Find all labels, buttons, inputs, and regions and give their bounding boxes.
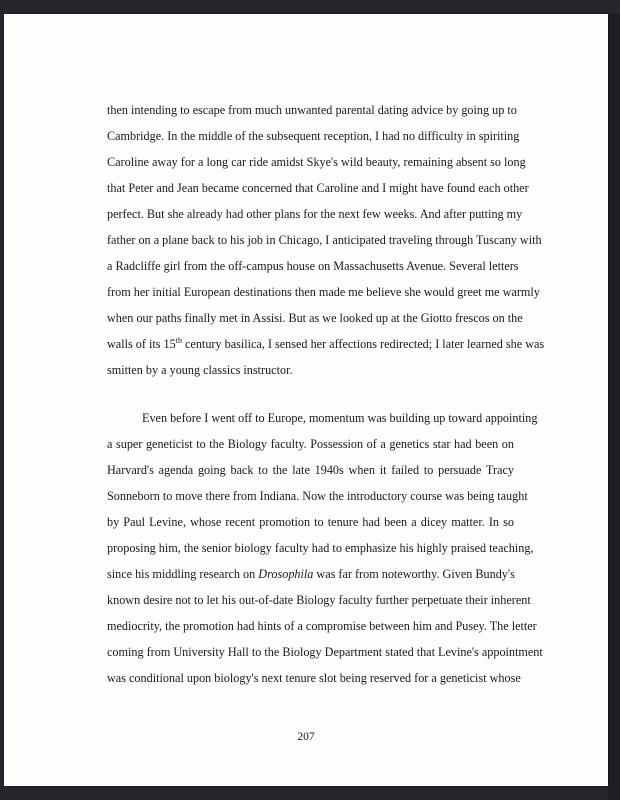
text-line: Sonneborn to move there from Indiana. Now the introductory course was being taught [107,489,528,503]
text-line: Cambridge. In the middle of the subsequent reception, I had no difficulty in spiriting [107,129,520,143]
text-segment: century basilica, I sensed her affections redirected; I later learned she was [181,337,545,351]
text-line-with-superscript [107,335,545,352]
text-line: perfect. But she already had other plans for the next few weeks. And after putting my [107,207,523,221]
italic-term: Drosophila [258,567,314,581]
text-line: from her initial European destinations then made me believe she would greet me warmly [107,285,540,299]
text-segment: walls of its 15 [107,337,176,351]
text-line: smitten by a young classics instructor. [107,363,293,377]
text-line: was conditional upon biology's next tenure slot being reserved for a geneticist whose [107,671,521,685]
text-line: proposing him, the senior biology faculty had to emphasize his highly praised teaching, [107,541,534,555]
text-segment: was far from noteworthy. Given Bundy's [313,567,515,581]
page-number: 207 [297,731,315,743]
superscript: th [175,335,182,345]
text-line: mediocrity, the promotion had hints of a compromise between him and Pusey. The letter [107,619,537,633]
text-line: a Radcliffe girl from the off-campus house on Massachusetts Avenue. Several letters [107,259,519,273]
text-line: father on a plane back to his job in Chicago, I anticipated traveling through Tuscany with [107,233,542,247]
text-line: by Paul Levine, whose recent promotion to tenure had been a dicey matter. In so [107,515,514,529]
text-line: known desire not to let his out-of-date Biology faculty further perpetuate their inherent [107,593,531,607]
text-line: coming from University Hall to the Biology Department stated that Levine's appointment [107,645,543,659]
text-line: that Peter and Jean became concerned that Caroline and I might have found each other [107,181,529,195]
text-segment: since his middling research on [107,567,259,581]
document-page [4,14,608,786]
text-line: Even before I went off to Europe, momentum was building up toward appointing [142,411,538,425]
text-line: Caroline away for a long car ride amidst Skye's wild beauty, remaining absent so long [107,155,526,169]
text-line-with-italic [107,566,514,582]
text-line: when our paths finally met in Assisi. But as we looked up at the Giotto frescos on the [107,311,523,325]
text-line: Harvard's agenda going back to the late 1940s when it failed to persuade Tracy [107,463,514,477]
text-line: a super geneticist to the Biology faculty. Possession of a genetics star had been on [107,437,514,451]
text-line: then intending to escape from much unwanted parental dating advice by going up to [107,103,517,117]
scan-edge [608,14,620,800]
